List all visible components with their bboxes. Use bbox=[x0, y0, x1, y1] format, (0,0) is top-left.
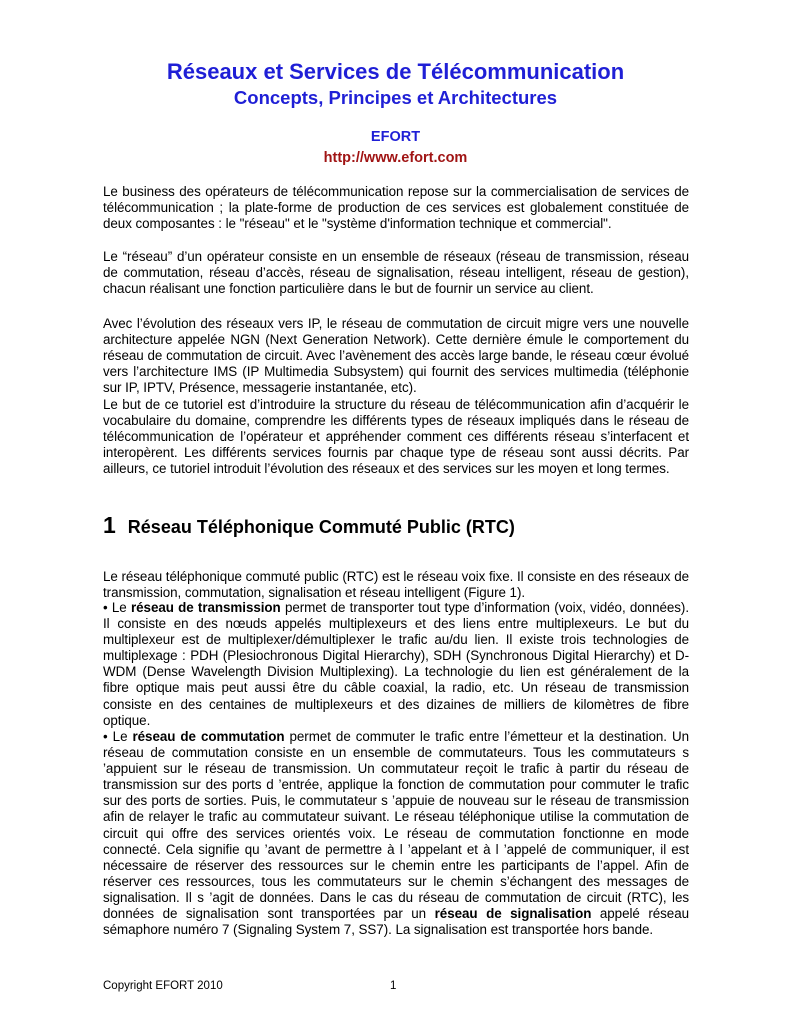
footer-copyright: Copyright EFORT 2010 bbox=[103, 980, 223, 992]
document-subtitle: Concepts, Principes et Architectures bbox=[233, 87, 558, 108]
document-title: Réseaux et Services de Télécommunication bbox=[166, 59, 625, 84]
term-signalisation: réseau de signalisation bbox=[434, 906, 592, 922]
term-commutation: réseau de commutation bbox=[132, 729, 285, 744]
commutation-text: permet de commuter le trafic entre l’émetteur et la destination. Un réseau de commutation consiste en un ensemble de commutateurs. Tous les commutateurs s ’appuient sur le réseau de transmission. Un commutateur reçoit le trafic à partir du réseau de transmission sur des ports d ’entrée, applique la fonction de commutation pour commuter le trafic sur des ports de sorties. Puis, le commutateur s ’appuie de nouveau sur le réseau de transmission afin de relayer le trafic au commutateur suivant. Le réseau téléphonique utilise la commutation de circuit qui offre des services orientés voix. Le réseau de commutation fonctionne en mode connecté. Cela signifie qu ’avant de permettre à l ’appelant et à l ’appelé de communiquer, il est nécessaire de réserver des ressources sur le chemin entre les participants de l’appel. Afin de réserver ces ressources, tous les commutateurs sur le chemin s’échangent des messages de signalisation. Il s ’agit de données. Dans le cas du réseau de commutation de circuit (RTC), les données de signalisation sont transportées par un bbox=[103, 729, 689, 922]
organization-name: EFORT bbox=[370, 129, 421, 145]
commutation-paragraph bbox=[103, 729, 689, 938]
intro-paragraph-1: Le business des opérateurs de télécommunication repose sur la commercialisation de services de télécommunication ; la plate-forme de production de ces services est globalement constituée de deux composantes : le "réseau" et le "système d'information technique et commercial". bbox=[103, 184, 689, 232]
intro-paragraph-2: Le “réseau” d’un opérateur consiste en un ensemble de réseaux (réseau de transmission, réseau de commutation, réseau d’accès, réseau de signalisation, réseau intelligent, réseau de gestion), chacun réalisant une fonction particulière dans le but de fournir un service au client. bbox=[103, 249, 689, 297]
section-title: Réseau Téléphonique Commuté Public (RTC) bbox=[127, 517, 515, 537]
section-intro-paragraph: Le réseau téléphonique commuté public (RTC) est le réseau voix fixe. Il consiste en des réseaux de transmission, commutation, signalisation et réseau intelligent (Figure 1). bbox=[103, 569, 689, 601]
term-transmission: réseau de transmission bbox=[130, 600, 281, 615]
section-heading bbox=[103, 511, 515, 541]
footer-page-number: 1 bbox=[390, 980, 397, 992]
intro-paragraph-4: Le but de ce tutoriel est d’introduire la structure du réseau de télécommunication afin d’acquérir le vocabulaire du domaine, comprendre les différents types de réseaux impliqués dans le réseau de télécommunication de l’opérateur et appréhender comment ces différents réseau s’interfacent et interopèrent. Les différents services fournis par chaque type de réseau sont aussi décrits. Par ailleurs, ce tutoriel introduit l’évolution des réseaux et des services sur les moyen et long termes. bbox=[103, 397, 689, 477]
transmission-paragraph bbox=[103, 600, 689, 729]
bullet-prefix: • Le bbox=[103, 729, 133, 744]
website-link[interactable]: http://www.efort.com bbox=[323, 150, 468, 166]
bullet-prefix: • Le bbox=[103, 600, 131, 615]
commutation-text-end: appelé réseau sémaphore numéro 7 (Signaling System 7, SS7). La signalisation est transportée hors bande. bbox=[103, 906, 689, 938]
transmission-text: permet de transporter tout type d’information (voix, vidéo, données). Il consiste en des nœuds appelés multiplexeurs et des liens entre multiplexeurs. Le but du multiplexeur est de multiplexer/démultiplexer le trafic au/du lien. Il existe trois technologies de multiplexage : PDH (Plesiochronous Digital Hierarchy), SDH (Synchronous Digital Hierarchy) et D-WDM (Dense Wavelength Division Multiplexing). La technologie du lien est généralement de la fibre optique mais peut aussi être du câble coaxial, la radio, etc. Un réseau de transmission consiste en des centaines de multiplexeurs et des dizaines de milliers de kilomètres de fibre optique. bbox=[103, 600, 689, 728]
section-number: 1 bbox=[103, 512, 116, 538]
intro-paragraph-3: Avec l’évolution des réseaux vers IP, le réseau de commutation de circuit migre vers une nouvelle architecture appelée NGN (Next Generation Network). Cette dernière émule le comportement du réseau de commutation de circuit. Avec l’avènement des accès large bande, le réseau cœur évolué vers l’architecture IMS (IP Multimedia Subsystem) qui fournit des services multimedia (téléphonie sur IP, IPTV, Présence, messagerie instantanée, etc). bbox=[103, 316, 689, 396]
